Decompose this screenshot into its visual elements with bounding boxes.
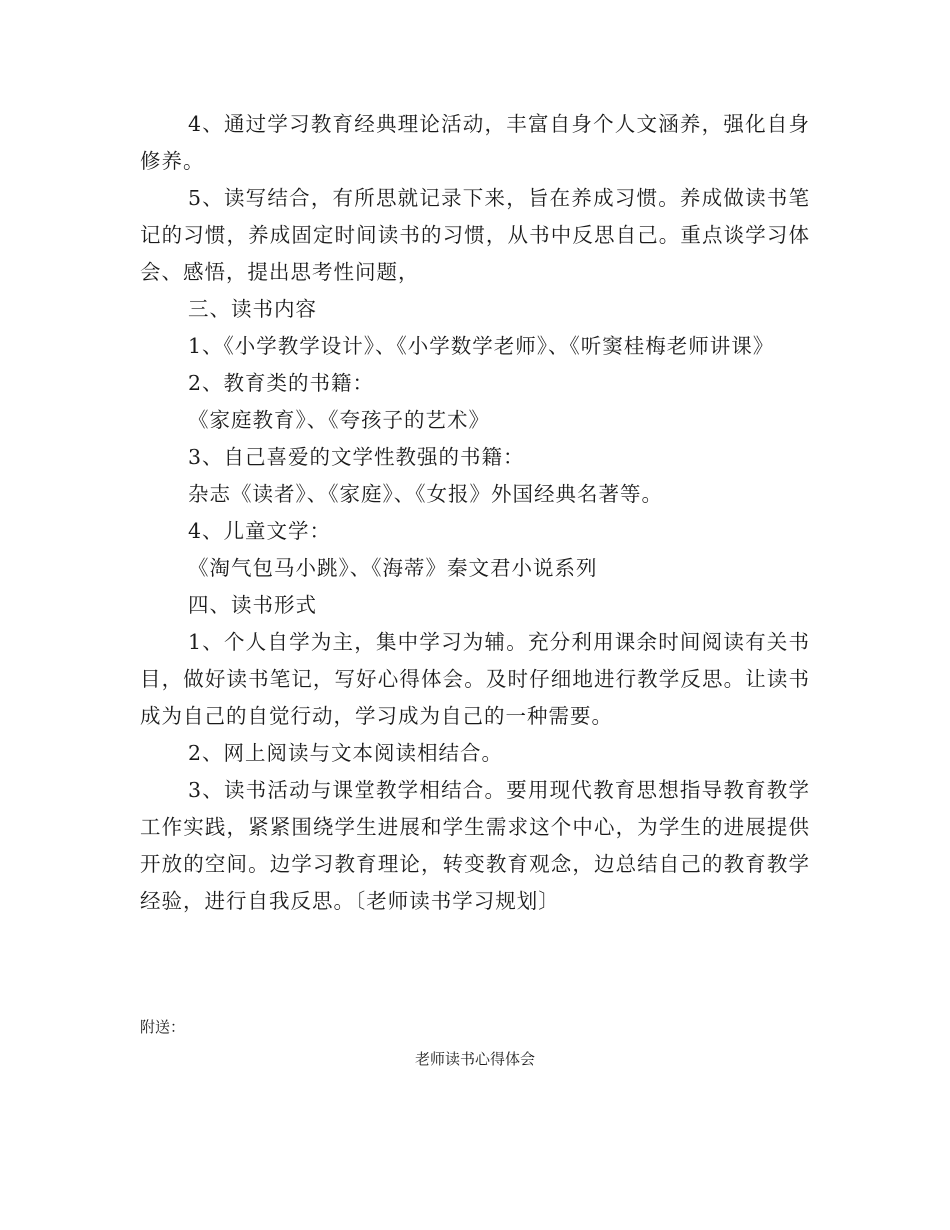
section-heading-reading-form: 四、读书形式 bbox=[188, 593, 317, 617]
paragraph-content-4: 4、儿童文学： bbox=[188, 519, 332, 543]
paragraph-content-2: 2、教育类的书籍： bbox=[188, 371, 375, 395]
paragraph-form-1: 1、个人自学为主，集中学习为辅。充分利用课余时间阅读有关书目，做好读书笔记，写好心得体会。及时仔细地进行教学反思。让读书成为自己的自觉行动，学习成为自己的一种需要。 bbox=[140, 630, 810, 728]
book-list-literature: 杂志《读者》、《家庭》、《女报》外国经典名著等。 bbox=[188, 482, 663, 506]
book-list-education: 《家庭教育》、《夸孩子的艺术》 bbox=[188, 408, 490, 432]
paragraph-form-3: 3、读书活动与课堂教学相结合。要用现代教育思想指导教育教学工作实践，紧紧围绕学生进展和学生需求这个中心，为学生的进展提供开放的空间。边学习教育理论，转变教育观念，边总结自己的教育教学经验，进行自我反思。〔老师读书学习规划〕 bbox=[140, 778, 810, 913]
book-list-children: 《淘气包马小跳》、《海蒂》秦文君小说系列 bbox=[188, 556, 598, 580]
document-body bbox=[140, 106, 810, 920]
paragraph-goal-5: 5、读写结合，有所思就记录下来，旨在养成习惯。养成做读书笔记的习惯，养成固定时间读书的习惯，从书中反思自己。重点谈学习体会、感悟，提出思考性问题， bbox=[140, 186, 810, 284]
paragraph-content-3: 3、自己喜爱的文学性教强的书籍： bbox=[188, 445, 525, 469]
paragraph-content-1: 1、《小学教学设计》、《小学数学老师》、《听窦桂梅老师讲课》 bbox=[188, 334, 775, 358]
paragraph-goal-4: 4、通过学习教育经典理论活动，丰富自身个人文涵养，强化自身修养。 bbox=[140, 112, 810, 173]
paragraph-form-2: 2、网上阅读与文本阅读相结合。 bbox=[188, 741, 504, 765]
section-heading-reading-content: 三、读书内容 bbox=[188, 297, 317, 321]
appendix-label: 附送： bbox=[140, 1018, 186, 1036]
appendix-title: 老师读书心得体会 bbox=[414, 1050, 535, 1068]
